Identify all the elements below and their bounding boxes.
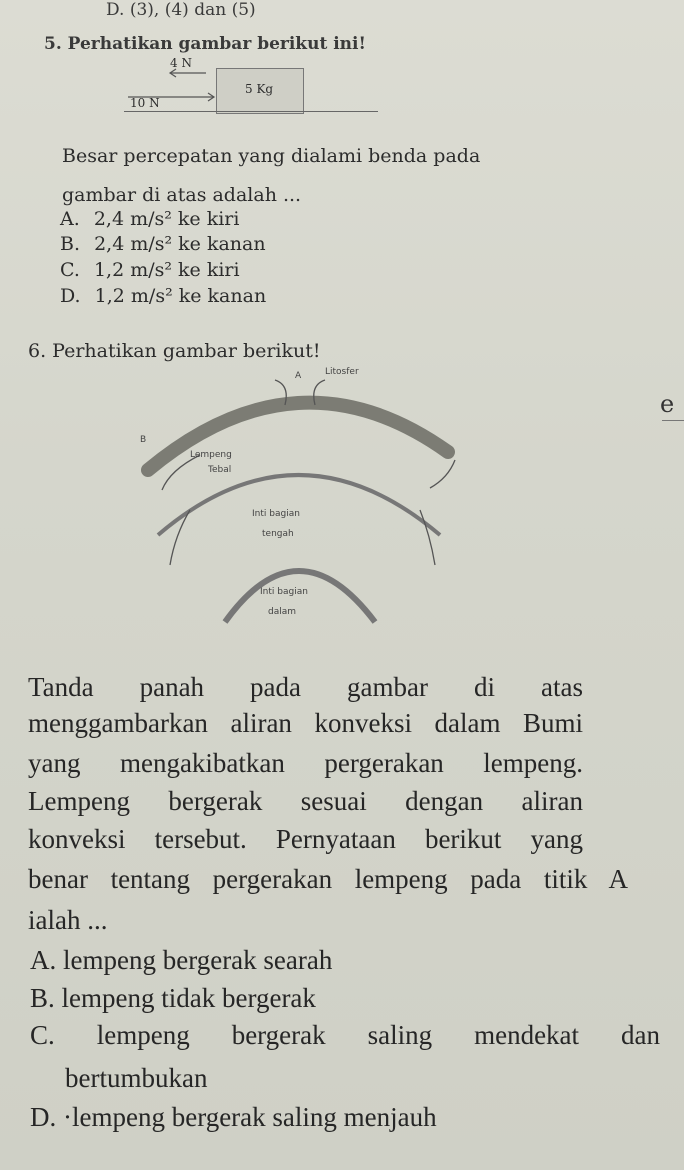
label-tebal: Tebal bbox=[208, 465, 232, 475]
outer-core-boundary bbox=[158, 475, 440, 535]
q6-option-a bbox=[30, 945, 332, 976]
q6-option-c-value: lempeng bergerak saling mendekat dan bbox=[96, 1020, 660, 1050]
q6-line-5: konveksi tersebut. Pernyataan berikut yang bbox=[28, 824, 583, 854]
q6-line-2: menggambarkan aliran konveksi dalam Bumi bbox=[28, 708, 583, 738]
q5-option-c-value: 1,2 m/s² ke kiri bbox=[93, 259, 240, 281]
force-right-label: 10 N bbox=[130, 96, 160, 110]
convection-arrow-e bbox=[420, 510, 435, 565]
q6-line-3: yang mengakibatkan pergerakan lempeng. bbox=[28, 748, 583, 778]
q5-option-c bbox=[60, 259, 240, 281]
label-inti-tengah-1: Inti bagian bbox=[252, 509, 300, 519]
q5-option-b-label: B. bbox=[60, 233, 81, 255]
label-inti-tengah-2: tengah bbox=[262, 529, 294, 539]
label-litosfer: Litosfer bbox=[325, 367, 359, 377]
q6-title: 6. Perhatikan gambar berikut! bbox=[28, 340, 321, 362]
q6-line-6: benar tentang pergerakan lempeng pada titik A bbox=[28, 864, 628, 894]
q6-option-c bbox=[30, 1020, 660, 1051]
label-inti-dalam-1: Inti bagian bbox=[260, 587, 308, 597]
q6-option-c-cont: bertumbukan bbox=[65, 1063, 208, 1093]
q6-line-7: ialah ... bbox=[28, 905, 108, 935]
earth-structure-diagram bbox=[100, 360, 500, 640]
q5-option-b-value: 2,4 m/s² ke kanan bbox=[94, 233, 266, 255]
q5-question-line-2: gambar di atas adalah ... bbox=[62, 184, 302, 206]
q5-option-d-value: 1,2 m/s² ke kanan bbox=[94, 285, 267, 307]
q5-option-a-label: A. bbox=[60, 208, 80, 230]
edge-fragment: e bbox=[660, 390, 675, 418]
ground-line bbox=[124, 111, 378, 112]
q6-option-b bbox=[30, 983, 316, 1014]
q5-option-d bbox=[60, 285, 266, 307]
label-b: B bbox=[140, 435, 147, 445]
prev-option-d: D. (3), (4) dan (5) bbox=[106, 0, 256, 20]
q5-option-c-label: C. bbox=[60, 259, 80, 281]
q6-line-4: Lempeng bergerak sesuai dengan aliran bbox=[28, 786, 583, 816]
label-a: A bbox=[295, 371, 302, 381]
force-left-label: 4 N bbox=[170, 56, 192, 70]
q6-option-b-label: B. bbox=[30, 983, 55, 1013]
q5-option-a-value: 2,4 m/s² ke kiri bbox=[93, 208, 240, 230]
q6-option-d-value: ·lempeng bergerak saling menjauh bbox=[63, 1102, 437, 1132]
q6-option-d-label: D. bbox=[30, 1102, 57, 1132]
q5-question-line-1: Besar percepatan yang dialami benda pada bbox=[62, 145, 481, 167]
convection-arrow-c bbox=[430, 460, 455, 488]
q6-option-d bbox=[30, 1102, 437, 1133]
q6-option-c-label: C. bbox=[30, 1020, 55, 1050]
q6-option-a-value: lempeng bergerak searah bbox=[63, 945, 333, 975]
q5-option-a bbox=[60, 208, 239, 230]
q6-option-a-label: A. bbox=[30, 945, 57, 975]
q5-title: 5. Perhatikan gambar berikut ini! bbox=[44, 34, 366, 54]
edge-rule bbox=[662, 420, 684, 421]
label-lempeng: Lempeng bbox=[190, 450, 232, 460]
q5-option-d-label: D. bbox=[60, 285, 81, 307]
q5-option-b bbox=[60, 233, 266, 255]
q6-option-b-value: lempeng tidak bergerak bbox=[61, 983, 316, 1013]
q6-line-1: Tanda panah pada gambar di atas bbox=[28, 672, 583, 702]
mass-label: 5 Kg bbox=[245, 82, 274, 96]
label-inti-dalam-2: dalam bbox=[268, 607, 297, 617]
